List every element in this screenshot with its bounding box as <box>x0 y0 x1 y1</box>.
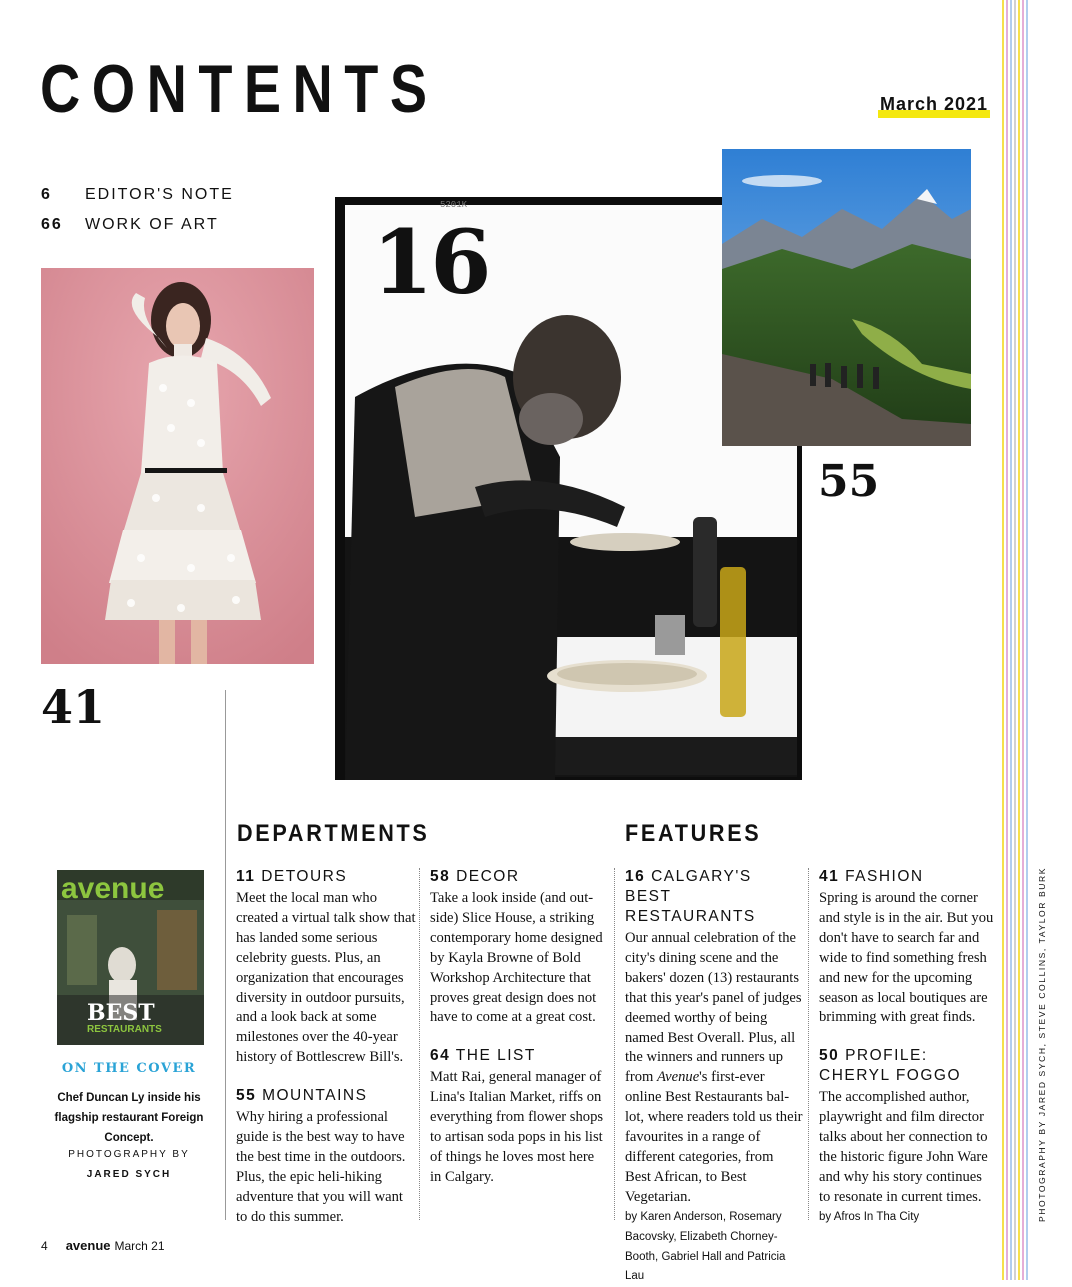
column-divider <box>225 690 226 1220</box>
column-divider <box>808 868 809 1220</box>
features-col-1 <box>625 867 803 1287</box>
entry-description: Our annual celebration of the city's dining scene and the bakers' dozen (13) restaurants that this year's panel of judges deemed worthy of being named Best Overall. Plus, all the winners and runners up from Avenue's first-ever online Best Restaurants bal-lot, where readers told us their favourites in a range of different categories, from Best African, to Best Vegetarian. <box>625 930 803 1205</box>
entry-title: 50 PROFILE: CHERYL FOGGO <box>819 1047 962 1085</box>
toc-label: EDITOR'S NOTE <box>85 186 234 203</box>
entry-description: Matt Rai, general manager of Lina's Italian Market, riffs on everything from flower shops to artisan soda pops in his list of things he loves most here in Calgary. <box>430 1069 604 1185</box>
photographer-name: JARED SYCH <box>86 1169 172 1180</box>
page-footer <box>41 1238 165 1253</box>
toc-entry-the-list[interactable] <box>430 1046 608 1187</box>
cover-photo-credit <box>40 1145 218 1185</box>
departments-heading: DEPARTMENTS <box>237 820 430 847</box>
page-number-16: 16 <box>372 210 489 314</box>
toc-page-number: 66 <box>41 216 63 233</box>
mountain-hikers-illustration <box>722 149 971 446</box>
cover-thumbnail[interactable] <box>57 870 204 1045</box>
toc-label: WORK OF ART <box>85 216 219 233</box>
page-number-41: 41 <box>41 680 106 734</box>
toc-entry-profile[interactable] <box>819 1046 995 1227</box>
svg-text:BEST: BEST <box>87 1000 155 1026</box>
cover-caption: Chef Duncan Ly inside his flagship restaurant Foreign Concept. <box>54 1092 204 1144</box>
svg-text:avenue: avenue <box>61 872 165 905</box>
features-heading: FEATURES <box>625 820 762 847</box>
column-divider <box>614 868 615 1220</box>
departments-col-1 <box>236 867 416 1228</box>
fashion-photo <box>41 268 314 664</box>
entry-title: 11 DETOURS <box>236 868 348 885</box>
entry-description: Why hiring a professional guide is the best way to have the best time in the outdoors. Plus, the epic heli-hiking adventure that you will want to do this summer. <box>236 1109 406 1225</box>
column-divider <box>419 868 420 1220</box>
entry-title: 64 THE LIST <box>430 1047 536 1065</box>
toc-editors-note[interactable] <box>41 186 234 204</box>
toc-work-of-art[interactable] <box>41 216 219 234</box>
folio-number: 4 <box>41 1239 48 1253</box>
fashion-model-illustration <box>41 268 314 664</box>
toc-page-number: 6 <box>41 186 52 203</box>
toc-entry-detours[interactable] <box>236 867 416 1068</box>
entry-title: 16 CALGARY'S BEST RESTAURANTS <box>625 868 756 925</box>
cover-image <box>57 870 204 1045</box>
entry-byline: by Afros In Tha City <box>819 1210 920 1223</box>
mountain-photo <box>722 149 971 446</box>
svg-text:5201K: 5201K <box>440 200 468 210</box>
toc-entry-best-restaurants[interactable] <box>625 867 803 1287</box>
issue-date: March 2021 <box>878 94 990 118</box>
registration-stripes <box>1002 0 1028 1280</box>
entry-title: 58 DECOR <box>430 868 520 885</box>
footer-issue: March 21 <box>114 1239 165 1253</box>
photo-by-label: PHOTOGRAPHY BY <box>68 1149 190 1160</box>
svg-text:RESTAURANTS: RESTAURANTS <box>87 1024 162 1035</box>
departments-col-2 <box>430 867 608 1188</box>
features-col-2 <box>819 867 995 1228</box>
entry-title: 55 MOUNTAINS <box>236 1087 368 1105</box>
page-number-55: 55 <box>818 456 880 507</box>
entry-description: Meet the local man who created a virtual talk show that has landed some serious celebrity guests. Plus, an organization that encourages diversity in outdoor pursuits, and a look back at some milestones over the 40-year history of Bottlescrew Bill's. <box>236 890 416 1066</box>
entry-byline: by Karen Anderson, Rosemary Bacovsky, Elizabeth Chorney-Booth, Gabriel Hall and Patricia Lau <box>625 1210 786 1283</box>
entry-description: Take a look inside (and out-side) Slice House, a striking contemporary home designed by Kayla Browne of Bold Workshop Architecture that proves great design does not have to come at a great cost. <box>430 890 603 1026</box>
footer-brand: avenue <box>65 1238 111 1253</box>
toc-entry-decor[interactable] <box>430 867 608 1028</box>
side-photo-credit: PHOTOGRAPHY BY JARED SYCH, STEVE COLLINS, TAYLOR BURK <box>1037 867 1047 1222</box>
entry-description: Spring is around the corner and style is in the air. But you don't have to search far and wide to find something fresh and new for the upcoming season as local boutiques are brimming with great finds. <box>819 890 994 1026</box>
toc-entry-fashion[interactable] <box>819 867 995 1028</box>
toc-entry-mountains[interactable] <box>236 1086 416 1227</box>
page-title: CONTENTS <box>40 51 439 127</box>
on-the-cover-label: ON THE COVER <box>61 1061 197 1076</box>
entry-title: 41 FASHION <box>819 868 924 885</box>
entry-description: The accomplished author, playwright and film director talks about her connection to the historic figure John Ware and why his story continues to resonate in current times. <box>819 1089 988 1205</box>
